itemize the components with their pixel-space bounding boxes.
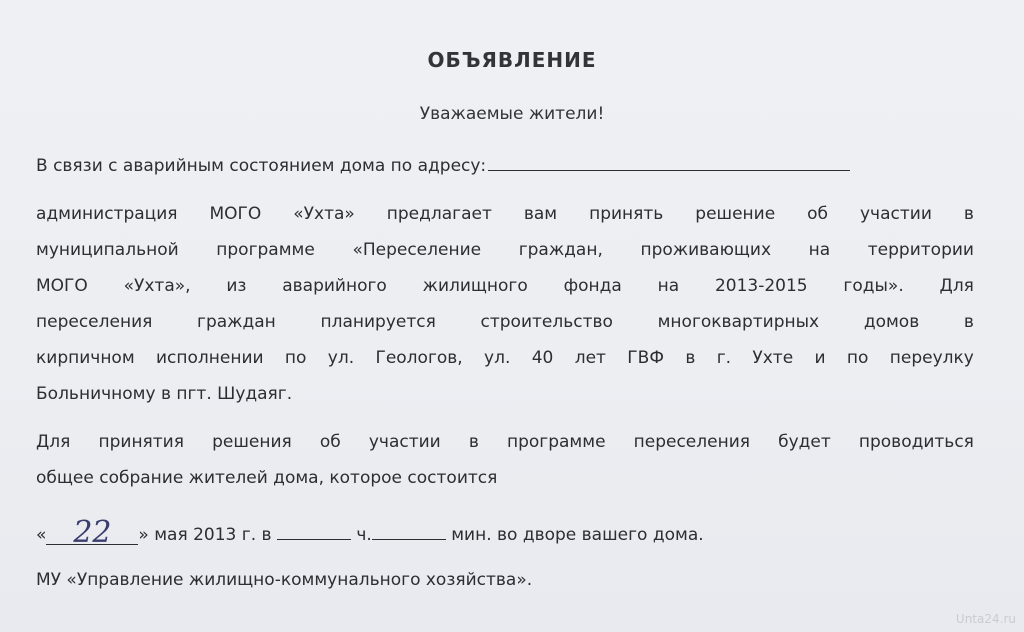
- word: на: [808, 240, 831, 260]
- word: аварийного: [282, 276, 387, 296]
- word: принять: [589, 204, 664, 224]
- hour-blank: [277, 523, 351, 540]
- word: об: [319, 432, 341, 452]
- word: 40: [531, 348, 554, 368]
- word: территории: [867, 240, 974, 260]
- paragraph1-line6: Больничному в пгт. Шудаяг.: [36, 384, 293, 404]
- paragraph2-line2: общее собрание жителей дома, которое состоится: [36, 468, 498, 488]
- date-line: [36, 515, 704, 550]
- close-quote: »: [138, 525, 149, 545]
- word: исполнении: [156, 348, 264, 368]
- word: МОГО: [36, 276, 88, 296]
- word: на: [657, 276, 680, 296]
- word: домов: [863, 312, 920, 332]
- word: об: [807, 204, 829, 224]
- word: переселения: [633, 432, 750, 452]
- word: Для: [939, 276, 974, 296]
- paragraph1-line4: [36, 312, 974, 332]
- paragraph1-line3: [36, 276, 974, 296]
- word: Геологов,: [375, 348, 463, 368]
- word: фонда: [563, 276, 622, 296]
- address-line: [36, 152, 850, 176]
- word: переселения: [36, 312, 153, 332]
- word: из: [226, 276, 247, 296]
- address-label: В связи с аварийным состоянием дома по адресу:: [36, 156, 487, 176]
- month-year: мая 2013 г. в: [154, 525, 272, 545]
- word: 2013-2015: [714, 276, 808, 296]
- word: «Ухта»: [293, 204, 355, 224]
- word: ул.: [484, 348, 511, 368]
- minute-suffix: мин. во дворе вашего дома.: [451, 525, 704, 545]
- notice-title: ОБЪЯВЛЕНИЕ: [427, 48, 597, 72]
- word: программе: [216, 240, 315, 260]
- watermark: Unta24.ru: [955, 612, 1016, 626]
- signature: МУ «Управление жилищно-коммунального хозяйства».: [36, 570, 533, 590]
- paragraph1-line2: [36, 240, 974, 260]
- paragraph2-line1: [36, 432, 974, 452]
- word: принятия: [98, 432, 184, 452]
- word: в: [685, 348, 696, 368]
- word: участии: [860, 204, 932, 224]
- word: будет: [778, 432, 831, 452]
- word: строительство: [480, 312, 613, 332]
- hour-suffix: ч.: [356, 525, 372, 545]
- word: проживающих: [640, 240, 772, 260]
- paragraph1-line1: [36, 204, 974, 224]
- word: по: [284, 348, 307, 368]
- word: участии: [368, 432, 441, 452]
- open-quote: «: [36, 525, 47, 545]
- word: г.: [716, 348, 732, 368]
- word: в: [468, 432, 479, 452]
- word: по: [846, 348, 869, 368]
- word: жилищного: [422, 276, 528, 296]
- paragraph1-line5: [36, 348, 974, 368]
- word: граждан,: [518, 240, 603, 260]
- word: ГВФ: [627, 348, 664, 368]
- minute-blank: [372, 523, 446, 540]
- word: программе: [506, 432, 606, 452]
- word: муниципальной: [36, 240, 179, 260]
- word: лет: [574, 348, 606, 368]
- word: проводиться: [858, 432, 974, 452]
- word: в: [963, 204, 974, 224]
- word: планируется: [320, 312, 436, 332]
- greeting: Уважаемые жители!: [419, 104, 605, 124]
- word: МОГО: [209, 204, 262, 224]
- word: предлагает: [386, 204, 492, 224]
- word: Для: [36, 432, 71, 452]
- word: в: [963, 312, 974, 332]
- word: и: [814, 348, 826, 368]
- address-blank: [488, 152, 850, 171]
- word: годы».: [843, 276, 904, 296]
- handwritten-day: 22: [46, 522, 138, 545]
- word: решение: [695, 204, 776, 224]
- word: «Ухта»,: [123, 276, 191, 296]
- word: вам: [523, 204, 558, 224]
- word: «Переселение: [352, 240, 482, 260]
- word: кирпичном: [36, 348, 135, 368]
- word: граждан: [197, 312, 276, 332]
- word: многоквартирных: [657, 312, 820, 332]
- word: переулку: [889, 348, 974, 368]
- word: администрация: [36, 204, 178, 224]
- word: ул.: [327, 348, 355, 368]
- word: Ухте: [752, 348, 794, 368]
- word: решения: [212, 432, 292, 452]
